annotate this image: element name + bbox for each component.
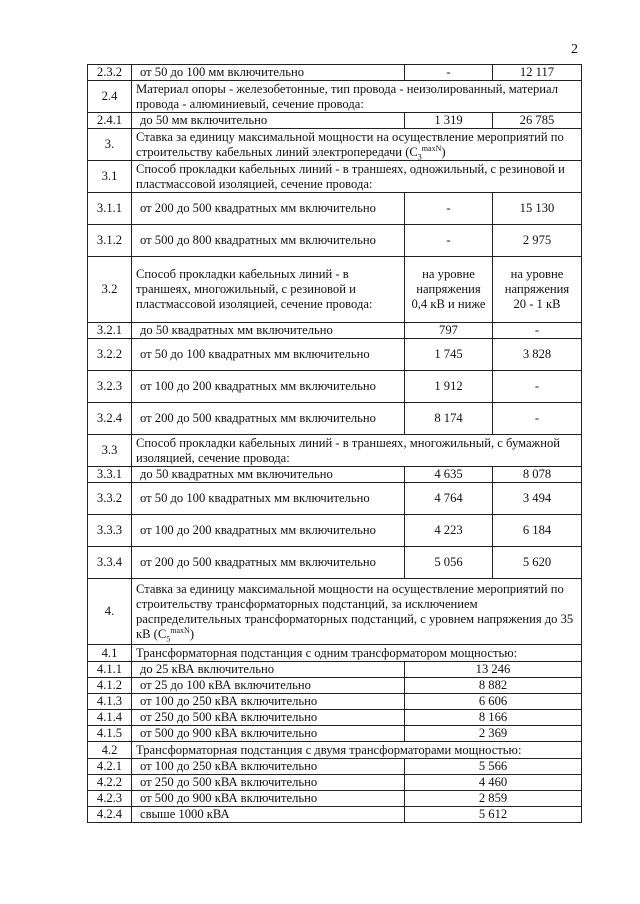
row-description: от 500 до 900 кВА включительно — [132, 791, 405, 807]
row-value: 5 612 — [405, 807, 582, 823]
table-row — [88, 791, 582, 807]
row-description: свыше 1000 кВА — [132, 807, 405, 823]
value-col-2: 8 078 — [493, 467, 582, 483]
row-value: 2 859 — [405, 791, 582, 807]
row-number: 3.2.3 — [88, 371, 132, 403]
row-number: 3.2.4 — [88, 403, 132, 435]
table-row — [88, 323, 582, 339]
row-number: 2.3.2 — [88, 65, 132, 81]
row-number: 4.1.5 — [88, 726, 132, 742]
tariff-table-body — [88, 65, 582, 823]
symbol-subscript: 3 — [417, 152, 422, 162]
table-row — [88, 435, 582, 467]
table-row — [88, 710, 582, 726]
table-row — [88, 742, 582, 759]
value-col-2: 2 975 — [493, 225, 582, 257]
table-row — [88, 81, 582, 113]
table-row — [88, 775, 582, 791]
row-number: 4.1.4 — [88, 710, 132, 726]
row-number: 4.1.2 — [88, 678, 132, 694]
row-number: 4.1 — [88, 645, 132, 662]
row-number: 3.3.3 — [88, 515, 132, 547]
row-number: 3.3 — [88, 435, 132, 467]
value-col-1: 4 223 — [405, 515, 493, 547]
row-value: 6 606 — [405, 694, 582, 710]
value-col-1: 4 635 — [405, 467, 493, 483]
value-col-2: - — [493, 371, 582, 403]
table-row — [88, 483, 582, 515]
row-description: до 25 кВА включительно — [132, 662, 405, 678]
value-col-1: - — [405, 193, 493, 225]
row-number: 3.1.2 — [88, 225, 132, 257]
page-number: 2 — [571, 42, 578, 57]
row-number: 3.3.4 — [88, 547, 132, 579]
row-number: 4.2.3 — [88, 791, 132, 807]
row-description: от 100 до 200 квадратных мм включительно — [132, 371, 405, 403]
table-row — [88, 371, 582, 403]
row-value: 5 566 — [405, 759, 582, 775]
table-row — [88, 678, 582, 694]
value-col-1: 8 174 — [405, 403, 493, 435]
row-number: 4.2.1 — [88, 759, 132, 775]
row-heading — [132, 579, 582, 645]
value-col-1: 4 764 — [405, 483, 493, 515]
row-heading: Материал опоры - железобетонные, тип провода - неизолированный, материал провода - алюминиевый, сечение провода: — [132, 81, 582, 113]
value-col-2: 3 494 — [493, 483, 582, 515]
table-row — [88, 579, 582, 645]
row-number: 3. — [88, 129, 132, 161]
row-description: Способ прокладки кабельных линий - в траншеях, многожильный, с резиновой и пластмассовой изоляцией, сечение провода: — [132, 257, 405, 323]
row-description: от 500 до 800 квадратных мм включительно — [132, 225, 405, 257]
heading-text: Ставка за единицу максимальной мощности на осуществление мероприятий по строительству кабельных линий электропередачи (С — [136, 129, 564, 159]
row-number: 4.2 — [88, 742, 132, 759]
table-row — [88, 547, 582, 579]
value-col-2: 5 620 — [493, 547, 582, 579]
table-row — [88, 694, 582, 710]
table-row — [88, 225, 582, 257]
row-description: от 50 до 100 квадратных мм включительно — [132, 339, 405, 371]
row-number: 3.2.1 — [88, 323, 132, 339]
row-description: до 50 мм включительно — [132, 113, 405, 129]
row-value: 2 369 — [405, 726, 582, 742]
value-col-2: - — [493, 323, 582, 339]
heading-tail: ) — [441, 144, 446, 159]
row-number: 4.2.4 — [88, 807, 132, 823]
row-description: до 50 квадратных мм включительно — [132, 323, 405, 339]
row-number: 4.2.2 — [88, 775, 132, 791]
row-number: 3.3.1 — [88, 467, 132, 483]
symbol-superscript: maxN — [170, 625, 190, 635]
row-number: 3.2.2 — [88, 339, 132, 371]
value-col-2: на уровне напряжения 20 - 1 кВ — [493, 257, 582, 323]
value-col-2: 12 117 — [493, 65, 582, 81]
row-description: от 250 до 500 кВА включительно — [132, 710, 405, 726]
row-description: от 200 до 500 квадратных мм включительно — [132, 547, 405, 579]
value-col-1: 1 319 — [405, 113, 493, 129]
row-description: от 50 до 100 мм включительно — [132, 65, 405, 81]
row-number: 4.1.1 — [88, 662, 132, 678]
row-description: от 200 до 500 квадратных мм включительно — [132, 403, 405, 435]
table-row — [88, 467, 582, 483]
row-description: от 200 до 500 квадратных мм включительно — [132, 193, 405, 225]
row-heading: Трансформаторная подстанция с одним трансформатором мощностью: — [132, 645, 582, 662]
symbol-subscript: 5 — [166, 634, 171, 644]
row-number: 3.3.2 — [88, 483, 132, 515]
value-col-1: - — [405, 65, 493, 81]
row-description: от 50 до 100 квадратных мм включительно — [132, 483, 405, 515]
symbol-superscript: maxN — [421, 143, 442, 153]
row-number: 4. — [88, 579, 132, 645]
heading-text: Ставка за единицу максимальной мощности на осуществление мероприятий по строительству трансформаторных подстанций, за исключением распределительных трансформаторных подстанций, с уровнем напряжения до 35 кВ (С — [136, 581, 574, 641]
row-description: от 100 до 250 кВА включительно — [132, 694, 405, 710]
row-number: 2.4 — [88, 81, 132, 113]
value-col-2: - — [493, 403, 582, 435]
row-value: 13 246 — [405, 662, 582, 678]
value-col-1: 1 912 — [405, 371, 493, 403]
table-row — [88, 339, 582, 371]
row-description: от 25 до 100 кВА включительно — [132, 678, 405, 694]
heading-tail: ) — [189, 626, 195, 641]
table-row — [88, 403, 582, 435]
table-row — [88, 515, 582, 547]
value-col-2: 3 828 — [493, 339, 582, 371]
row-description: от 250 до 500 кВА включительно — [132, 775, 405, 791]
row-value: 8 166 — [405, 710, 582, 726]
table-row — [88, 193, 582, 225]
table-row — [88, 65, 582, 81]
row-description: от 500 до 900 кВА включительно — [132, 726, 405, 742]
row-number: 4.1.3 — [88, 694, 132, 710]
row-heading: Трансформаторная подстанция с двумя трансформаторами мощностью: — [132, 742, 582, 759]
value-col-2: 26 785 — [493, 113, 582, 129]
row-description: до 50 квадратных мм включительно — [132, 467, 405, 483]
row-number: 3.1.1 — [88, 193, 132, 225]
table-row — [88, 645, 582, 662]
table-row — [88, 726, 582, 742]
row-description: от 100 до 250 кВА включительно — [132, 759, 405, 775]
value-col-1: 797 — [405, 323, 493, 339]
row-number: 2.4.1 — [88, 113, 132, 129]
value-col-1: - — [405, 225, 493, 257]
value-col-1: 1 745 — [405, 339, 493, 371]
table-row — [88, 113, 582, 129]
row-value: 4 460 — [405, 775, 582, 791]
value-col-2: 15 130 — [493, 193, 582, 225]
row-description: от 100 до 200 квадратных мм включительно — [132, 515, 405, 547]
row-heading — [132, 129, 582, 161]
row-value: 8 882 — [405, 678, 582, 694]
value-col-1: 5 056 — [405, 547, 493, 579]
table-row — [88, 161, 582, 193]
row-heading: Способ прокладки кабельных линий - в траншеях, одножильный, с резиновой и пластмассовой изоляцией, сечение провода: — [132, 161, 582, 193]
row-number: 3.2 — [88, 257, 132, 323]
row-heading: Способ прокладки кабельных линий - в траншеях, многожильный, с бумажной изоляцией, сечение провода: — [132, 435, 582, 467]
table-row — [88, 662, 582, 678]
row-number: 3.1 — [88, 161, 132, 193]
table-row — [88, 257, 582, 323]
table-row — [88, 759, 582, 775]
table-row — [88, 807, 582, 823]
value-col-1: на уровне напряжения 0,4 кВ и ниже — [405, 257, 493, 323]
value-col-2: 6 184 — [493, 515, 582, 547]
tariff-table — [87, 64, 582, 823]
table-row — [88, 129, 582, 161]
